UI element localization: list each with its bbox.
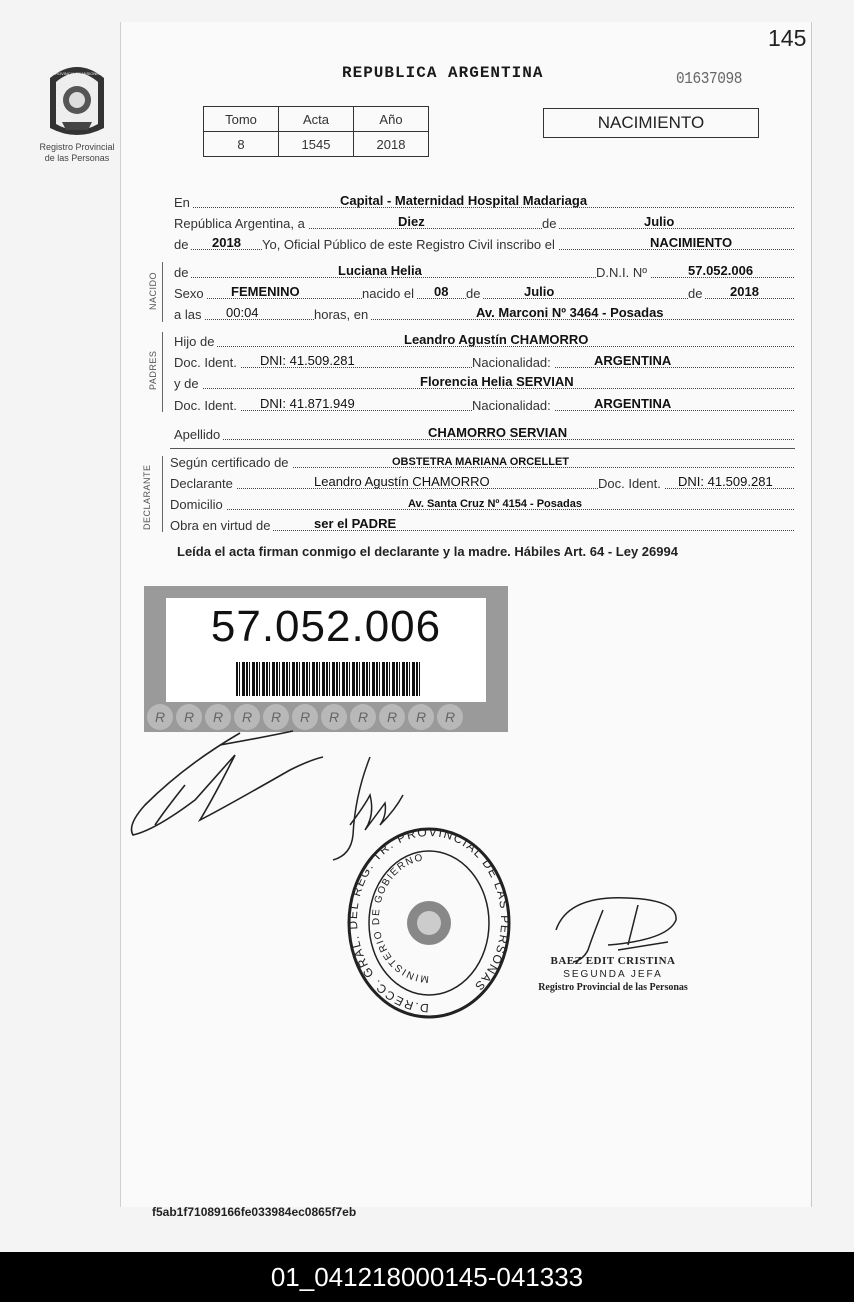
officer-name: BAEZ EDIT CRISTINA — [550, 955, 676, 967]
birth-month: Julio — [524, 284, 555, 299]
seal-outer-text: D.RECC. GRAL. DEL REG. TR. PROVINCIAL DE LAS PERSONAS — [345, 826, 513, 1016]
decl-value: Leandro Agustín CHAMORRO — [314, 474, 490, 489]
republica-label: República Argentina, a — [174, 216, 308, 231]
nacido-section-label: NACIDO — [148, 271, 158, 310]
ydeline — [174, 373, 794, 393]
cert-line — [170, 452, 794, 472]
logo-caption-line1: Registro Provincial — [39, 142, 115, 152]
doc-type-box: NACIMIENTO — [543, 108, 759, 138]
acta-value: 1545 — [279, 132, 354, 157]
father-nac-label: Nacionalidad: — [472, 355, 554, 370]
register-table — [203, 106, 429, 157]
father-doc-label: Doc. Ident. — [174, 355, 240, 370]
cert-label: Según certificado de — [170, 455, 292, 470]
apellido-value: CHAMORRO SERVIAN — [428, 425, 568, 440]
declarant-signature-icon — [125, 725, 325, 840]
mother-doc: DNI: 41.871.949 — [260, 396, 355, 411]
serial-number: 01637098 — [676, 70, 742, 89]
padres-section-label: PADRES — [148, 350, 158, 390]
obra-label: Obra en virtud de — [170, 518, 273, 533]
sexo-value: FEMENINO — [231, 284, 300, 299]
hijo-line — [174, 331, 794, 351]
dom-label: Domicilio — [170, 497, 226, 512]
hijo-label: Hijo de — [174, 334, 217, 349]
r-mark: R — [234, 704, 260, 730]
mother-nac-label: Nacionalidad: — [472, 398, 554, 413]
dom-value: Av. Santa Cruz Nº 4154 - Posadas — [408, 498, 582, 510]
footer-id-bar: 01_041218000145-041333 — [0, 1252, 854, 1302]
r-mark: R — [292, 704, 318, 730]
tomo-value: 8 — [204, 132, 279, 157]
child-name: Luciana Helia — [338, 263, 422, 278]
anio-value: 2018 — [354, 132, 429, 157]
cert-value: OBSTETRA MARIANA ORCELLET — [392, 456, 570, 468]
document-hash: f5ab1f71089166fe033984ec0865f7eb — [152, 1205, 357, 1219]
hora-line — [174, 304, 794, 324]
birth-place: Av. Marconi Nº 3464 - Posadas — [476, 305, 664, 320]
year-prefix: de — [174, 237, 191, 252]
day-value: Diez — [398, 214, 425, 229]
register-value-row — [204, 132, 429, 157]
officer-role: SEGUNDA JEFA — [563, 969, 663, 980]
en-label: En — [174, 195, 193, 210]
r-mark: R — [350, 704, 376, 730]
de-label: de — [542, 216, 559, 231]
de1-label: de — [466, 286, 483, 301]
year-line — [174, 234, 794, 254]
page-title: REPUBLICA ARGENTINA — [342, 64, 544, 82]
father-nac: ARGENTINA — [594, 353, 672, 368]
birth-year: 2018 — [730, 284, 759, 299]
closing-text: Leída el acta firman conmigo el declarante y la madre. Hábiles Art. 64 - Ley 26994 — [177, 544, 678, 559]
r-mark: R — [321, 704, 347, 730]
obra-line — [170, 515, 794, 535]
page-number: 145 — [768, 25, 807, 51]
nacido-el-label: nacido el — [362, 286, 417, 301]
tomo-header: Tomo — [204, 107, 279, 132]
officer-org: Registro Provincial de las Personas — [538, 982, 688, 993]
father-doc: DNI: 41.509.281 — [260, 353, 355, 368]
officer-block — [518, 955, 708, 994]
emblem-text: PROVINCIA DE MISIONES — [52, 71, 102, 76]
register-header-row — [204, 107, 429, 132]
logo-caption-line2: de las Personas — [44, 153, 110, 163]
dni-sticker — [144, 586, 508, 732]
father-name: Leandro Agustín CHAMORRO — [404, 332, 589, 347]
r-mark: R — [147, 704, 173, 730]
apellido-line — [174, 424, 794, 444]
seal-inner-text: MINISTERIO DE GOBIERNO — [370, 852, 430, 985]
mother-nac: ARGENTINA — [594, 396, 672, 411]
r-mark: R — [205, 704, 231, 730]
officer-signature-icon — [548, 890, 688, 965]
r-mark: R — [437, 704, 463, 730]
r-mark: R — [176, 704, 202, 730]
birth-day: 08 — [434, 284, 449, 299]
mother-doc-line — [174, 395, 794, 415]
alas-label: a las — [174, 307, 204, 322]
decl-label: Declarante — [170, 476, 236, 491]
r-mark: R — [379, 704, 405, 730]
decl-doc-label: Doc. Ident. — [598, 476, 664, 491]
mother-name: Florencia Helia SERVIAN — [420, 374, 574, 389]
r-mark: R — [408, 704, 434, 730]
de2-label: de — [688, 286, 705, 301]
en-value: Capital - Maternidad Hospital Madariaga — [340, 193, 588, 208]
logo-caption — [22, 142, 132, 164]
sexo-label: Sexo — [174, 286, 207, 301]
yde-label: y de — [174, 376, 202, 391]
horas-label: horas, en — [314, 307, 371, 322]
apellido-label: Apellido — [174, 427, 223, 442]
official-seal-icon — [345, 826, 513, 1024]
acta-header: Acta — [279, 107, 354, 132]
year-value: 2018 — [212, 235, 241, 250]
sexo-line — [174, 283, 794, 303]
barcode-icon — [236, 662, 422, 696]
republica-line — [174, 213, 794, 233]
dni-label: D.N.I. Nº — [596, 265, 650, 280]
mother-doc-label: Doc. Ident. — [174, 398, 240, 413]
father-doc-line — [174, 352, 794, 372]
event-value: NACIMIENTO — [650, 235, 733, 250]
decl-doc: DNI: 41.509.281 — [678, 474, 773, 489]
month-value: Julio — [644, 214, 675, 229]
decl-line — [170, 473, 794, 493]
province-emblem-icon — [42, 58, 112, 140]
nacido-name-line — [174, 262, 794, 282]
obra-value: ser el PADRE — [314, 516, 397, 531]
child-dni: 57.052.006 — [688, 263, 754, 278]
nacido-de-label: de — [174, 265, 191, 280]
declarante-section-label: DECLARANTE — [142, 464, 152, 530]
r-mark: R — [263, 704, 289, 730]
oficial-text: Yo, Oficial Público de este Registro Civil inscribo el — [262, 237, 558, 252]
dom-line — [170, 494, 794, 514]
en-line — [174, 192, 794, 212]
birth-time: 00:04 — [226, 305, 259, 320]
anio-header: Año — [354, 107, 429, 132]
sticker-number: 57.052.006 — [210, 602, 442, 651]
